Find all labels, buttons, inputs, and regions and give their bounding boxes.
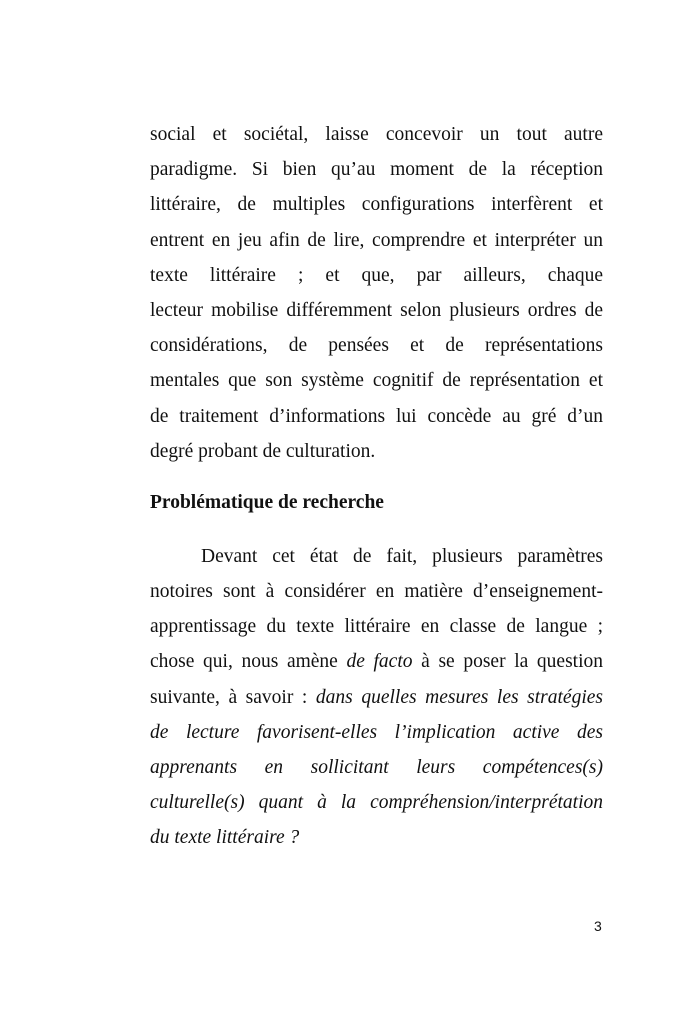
italic-text: de lecture favorisent-elles l’implication active des [150,721,603,743]
italic-text: de facto [346,651,413,673]
text-segment: mentales que son système cognitif de représentation et [150,370,603,392]
text-segment: chose qui, nous amène [150,651,347,673]
text-line [150,158,603,182]
text-line [150,405,603,429]
text-segment: notoires sont à considérer en matière d’enseignement- [150,581,603,603]
text-segment: entrent en jeu afin de lire, comprendre et interpréter un [150,229,603,251]
text-line [150,193,603,217]
text-line [150,334,603,358]
text-line [150,826,603,850]
text-segment: degré probant de culturation. [150,440,376,462]
text-segment: Devant cet état de fait, plusieurs paramètres [201,546,603,567]
section-heading: Problématique de recherche [150,492,384,513]
text-line [150,299,603,323]
text-segment: lecteur mobilise différemment selon plusieurs ordres de [150,300,603,321]
page-number: 3 [594,918,602,934]
text-segment: à se poser la question [412,651,603,673]
text-segment: littéraire, de multiples configurations interfèrent et [150,194,603,216]
text-line [150,545,603,569]
text-line [150,756,603,780]
text-line [150,369,603,393]
text-line [150,580,603,604]
text-segment: paradigme. Si bien qu’au moment de la réception [150,159,603,181]
text-line [150,650,603,674]
text-line [150,440,603,464]
text-line [150,686,603,710]
text-segment: considérations, de pensées et de représentations [150,335,603,357]
italic-text: dans quelles mesures les stratégies [315,686,603,708]
text-line [150,264,603,288]
italic-text: du texte littéraire ? [150,827,300,849]
text-segment: de traitement d’informations lui concède au gré d’un [150,405,603,427]
text-segment: texte littéraire ; et que, par ailleurs, chaque [150,264,603,286]
text-line [150,791,603,815]
text-line [150,123,603,147]
text-segment: apprentissage du texte littéraire en classe de langue ; [150,616,603,638]
text-line [150,721,603,745]
text-segment: suivante, à savoir : [150,686,316,708]
italic-text: culturelle(s) quant à la compréhension/interprétation [150,792,603,814]
italic-text: apprenants en sollicitant leurs compétences(s) [150,756,603,778]
text-line [150,615,603,639]
text-line [150,229,603,253]
text-segment: social et sociétal, laisse concevoir un tout autre [150,124,603,145]
